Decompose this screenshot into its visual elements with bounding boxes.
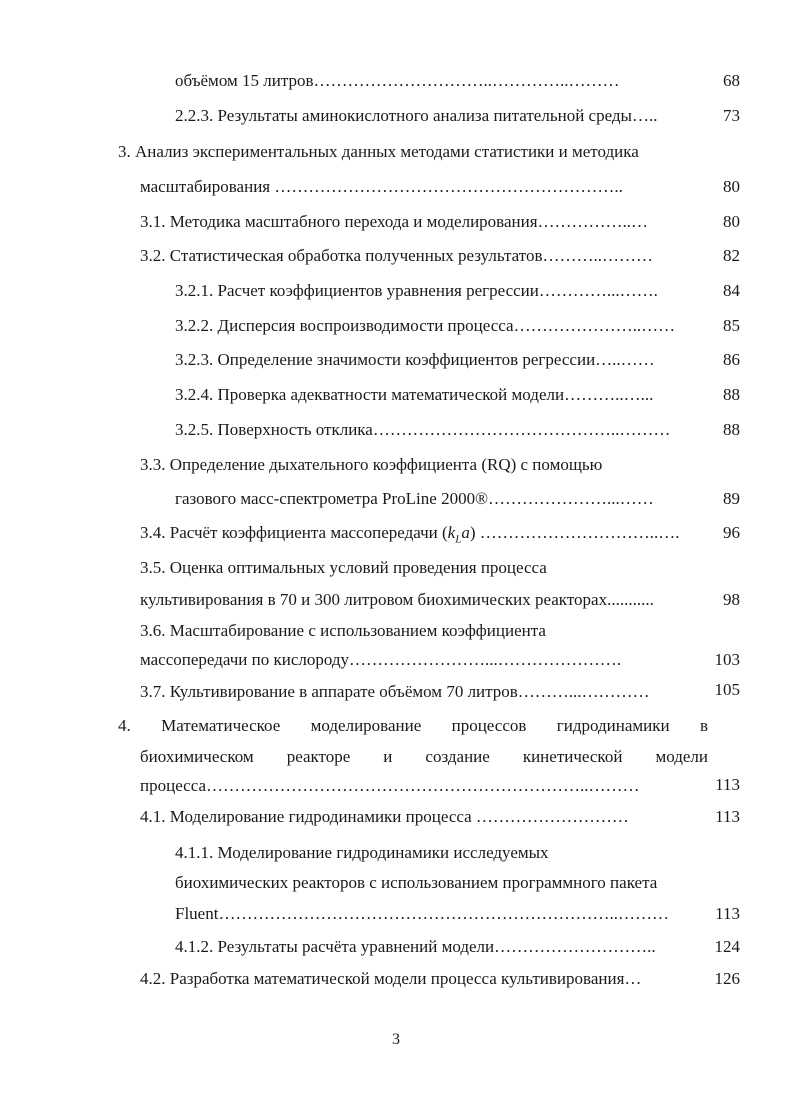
toc-page-number: 86 (723, 350, 740, 369)
toc-page-number: 124 (714, 937, 740, 956)
toc-page-number: 113 (715, 807, 740, 826)
toc-page-number: 68 (723, 71, 740, 90)
toc-entry-text: масштабирования …………………………………………………….. (140, 177, 623, 196)
toc-entry-text: газового масс-спектрометра ProLine 2000®…………………...…… (175, 489, 654, 508)
toc-page-number: 98 (723, 590, 740, 609)
page-number-footer: 3 (392, 1031, 400, 1048)
toc-entry-text: 4.2. Разработка математической модели процесса культивирования… (140, 969, 642, 988)
toc-entry-text: 3.2.5. Поверхность отклика……………………………………..……… (175, 420, 671, 439)
toc-entry-text: 3.6. Масштабирование с использованием коэффициента (140, 621, 546, 640)
toc-entry-text: 3.7. Культивирование в аппарате объёмом 70 литров………...………… (140, 682, 650, 701)
toc-entry-text: объёмом 15 литров…………………………..…………..……… (175, 71, 620, 90)
toc-page-number: 85 (723, 316, 740, 335)
toc-entry-text: 3.5. Оценка оптимальных условий проведения процесса (140, 558, 547, 577)
toc-entry-text: 3.3. Определение дыхательного коэффициента (RQ) с помощью (140, 455, 603, 474)
toc-page-number: 88 (723, 420, 740, 439)
toc-entry-text: 3.1. Методика масштабного перехода и моделирования……………..… (140, 212, 649, 231)
toc-section-heading: 4. Математическое моделирование процессов гидродинамики в (118, 716, 708, 735)
toc-entry-text: массопередачи по кислороду……………………...…………………. (140, 650, 622, 669)
toc-entry-text: 3.2.1. Расчет коэффициентов уравнения регрессии…………...……. (175, 281, 658, 300)
toc-page-number: 126 (714, 969, 740, 988)
toc-entry-text: Fluent……………………………………………………………..……… (175, 904, 669, 923)
toc-page-number: 96 (723, 523, 740, 542)
toc-entry-text: 3.2.3. Определение значимости коэффициентов регрессии…..…… (175, 350, 655, 369)
toc-page-number: 80 (723, 177, 740, 196)
toc-entry-text: биохимических реакторов с использованием программного пакета (175, 873, 658, 892)
toc-entry-text: процесса…………………………………………………………..……… (140, 776, 640, 795)
toc-page-number: 113 (715, 904, 740, 923)
toc-entry-text: 4.1.1. Моделирование гидродинамики исследуемых (175, 843, 549, 862)
toc-entry-text: 3.2.2. Дисперсия воспроизводимости процесса…………………..…… (175, 316, 676, 335)
toc-entry-text: 2.2.3. Результаты аминокислотного анализа питательной среды….. (175, 106, 658, 125)
toc-entry-text: 3.2.4. Проверка адекватности математической модели………..…... (175, 385, 654, 404)
toc-entry-text: культивирования в 70 и 300 литровом биохимических реакторах........... (140, 590, 654, 609)
toc-section-heading: биохимическом реакторе и создание кинетической модели (140, 747, 708, 766)
toc-page-number: 105 (714, 680, 740, 699)
toc-page-number: 103 (714, 650, 740, 669)
toc-page-number: 84 (723, 281, 740, 300)
toc-page-number: 73 (723, 106, 740, 125)
toc-entry-text: 4.1. Моделирование гидродинамики процесса ……………………… (140, 807, 629, 826)
toc-page-number: 89 (723, 489, 740, 508)
toc-entry-text: 3.4. Расчёт коэффициента массопередачи $(k_La)$ …………………………..…. (140, 523, 680, 546)
toc-section-heading: 3. Анализ экспериментальных данных методами статистики и методика (118, 142, 639, 161)
toc-page-number: 80 (723, 212, 740, 231)
toc-page-number: 82 (723, 246, 740, 265)
toc-page-number: 113 (715, 775, 740, 794)
toc-entry-text: 4.1.2. Результаты расчёта уравнений модели……………………….. (175, 937, 656, 956)
toc-page-number: 88 (723, 385, 740, 404)
toc-entry-text: 3.2. Статистическая обработка полученных результатов………..……… (140, 246, 653, 265)
